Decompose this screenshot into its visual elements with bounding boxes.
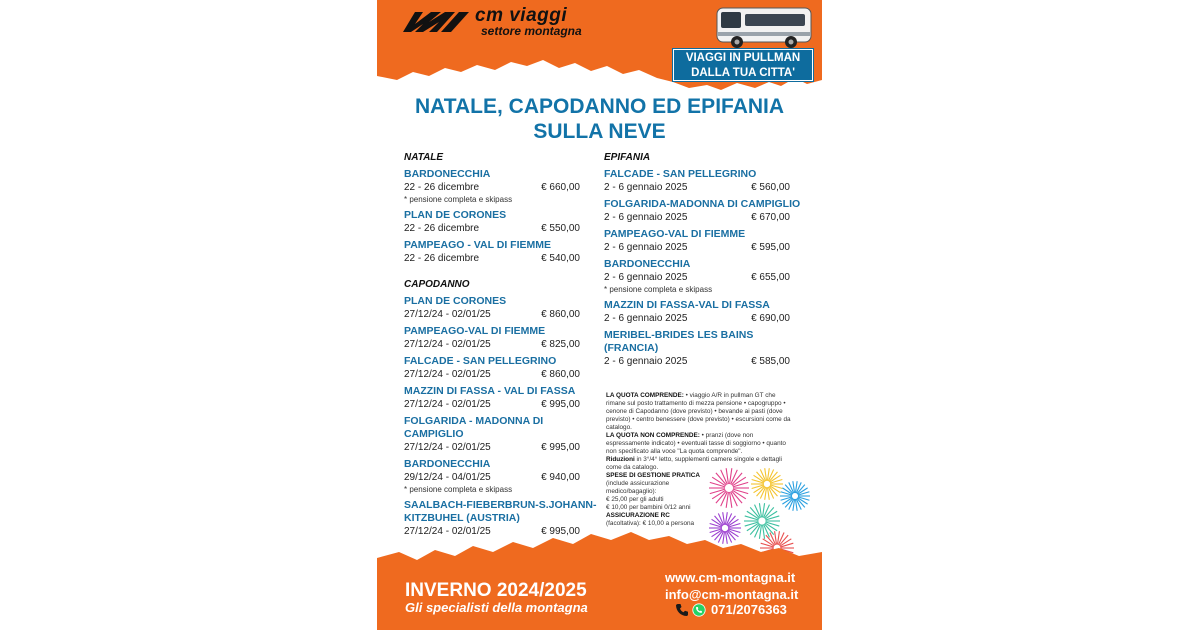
badge-line-1: VIAGGI IN PULLMAN [685, 52, 801, 64]
trip-dates: 29/12/24 - 04/01/25 [404, 472, 491, 483]
trip-price: € 585,00 [751, 356, 790, 367]
left-column [404, 152, 604, 538]
trip-dates: 2 - 6 gennaio 2025 [604, 212, 688, 223]
website-link[interactable]: www.cm-montagna.it [665, 570, 796, 585]
destination-name: PLAN DE CORONES [404, 209, 507, 221]
trip-price: € 995,00 [541, 442, 580, 453]
destination-name: BARDONECCHIA [404, 458, 491, 470]
email-link[interactable]: info@cm-montagna.it [665, 587, 799, 602]
trip-price: € 825,00 [541, 339, 580, 350]
trip-row [604, 355, 804, 368]
section-natale-title: NATALE [404, 152, 444, 163]
logo-mark-icon [401, 8, 471, 36]
trip-dates: 2 - 6 gennaio 2025 [604, 242, 688, 253]
section-epifania-title: EPIFANIA [604, 152, 651, 163]
spese-gestione: SPESE DI GESTIONE PRATICA (include assicurazione medico/bagaglio): € 25,00 per gli adulti € 10,00 per bambini 0/12 anni ASSICURAZIONE RC (facoltativa): € 10,00 a persona [606, 472, 700, 527]
season-title: INVERNO 2024/2025 [405, 580, 587, 601]
right-column [604, 152, 804, 368]
trip-price: € 550,00 [541, 223, 580, 234]
trip-row [404, 398, 604, 411]
trip-note: * pensione completa e skipass [604, 285, 713, 294]
brand-subtitle: settore montagna [481, 24, 582, 38]
brand-name: cm viaggi [475, 5, 568, 26]
destination-name: PAMPEAGO-VAL DI FIEMME [404, 325, 546, 337]
trip-dates: 2 - 6 gennaio 2025 [604, 313, 688, 324]
trip-dates: 27/12/24 - 02/01/25 [404, 339, 491, 350]
trip-row [404, 368, 604, 381]
travel-flyer [377, 0, 822, 630]
trip-row [604, 181, 804, 194]
trip-price: € 995,00 [541, 526, 580, 537]
trip-price: € 995,00 [541, 399, 580, 410]
page-title-line-2: SULLA NEVE [533, 120, 666, 143]
badge-line-2: DALLA TUA CITTA' [691, 67, 795, 79]
destination-name: BARDONECCHIA [604, 258, 691, 270]
trip-price: € 940,00 [541, 472, 580, 483]
destination-name: PAMPEAGO-VAL DI FIEMME [604, 228, 746, 240]
trip-price: € 540,00 [541, 253, 580, 264]
trip-dates: 22 - 26 dicembre [404, 182, 480, 193]
capodanno-list [404, 295, 604, 538]
trip-row [404, 338, 604, 351]
quota-non-comprende: LA QUOTA NON COMPRENDE: • pranzi (dove non espressamente indicato) • eventuali tasse di soggiorno • quanto non specificato alla voce "La quota comprende". [606, 432, 786, 455]
trip-price: € 655,00 [751, 272, 790, 283]
trip-price: € 860,00 [541, 369, 580, 380]
trip-dates: 27/12/24 - 02/01/25 [404, 399, 491, 410]
trip-dates: 22 - 26 dicembre [404, 253, 480, 264]
destination-name: FALCADE - SAN PELLEGRINO [404, 355, 557, 367]
trip-row [604, 271, 804, 284]
trip-price: € 560,00 [751, 182, 790, 193]
destination-name: MAZZIN DI FASSA - VAL DI FASSA [404, 385, 576, 397]
trip-price: € 690,00 [751, 313, 790, 324]
trip-row [604, 312, 804, 325]
trip-price: € 670,00 [751, 212, 790, 223]
trip-note: * pensione completa e skipass [404, 195, 513, 204]
trip-price: € 660,00 [541, 182, 580, 193]
trip-dates: 27/12/24 - 02/01/25 [404, 369, 491, 380]
trip-row [404, 471, 604, 484]
epifania-list [604, 168, 804, 368]
trip-price: € 860,00 [541, 309, 580, 320]
bus-image [715, 4, 813, 50]
trip-row [404, 222, 604, 235]
destination-name: FALCADE - SAN PELLEGRINO [604, 168, 757, 180]
destination-name: PAMPEAGO - VAL DI FIEMME [404, 239, 552, 251]
trip-dates: 22 - 26 dicembre [404, 223, 480, 234]
trip-dates: 2 - 6 gennaio 2025 [604, 356, 688, 367]
trip-row [604, 211, 804, 224]
phone-number[interactable]: 071/2076363 [711, 602, 787, 617]
page-title: NATALE, CAPODANNO ED EPIFANIA [414, 95, 785, 118]
destination-name: PLAN DE CORONES [404, 295, 507, 307]
trip-row [604, 241, 804, 254]
section-capodanno-title: CAPODANNO [404, 279, 470, 290]
destination-name: FOLGARIDA - MADONNA DI CAMPIGLIO [404, 415, 544, 440]
tagline: Gli specialisti della montagna [405, 600, 588, 615]
destination-name: BARDONECCHIA [404, 168, 491, 180]
quota-comprende: LA QUOTA COMPRENDE: • viaggio A/R in pullman GT che rimane sul posto trattamento di mezza pensione • capogruppo • cenone di Capodanno (dove previsto) • bevande ai pasti (dove previsto) • centro benessere (dove previsto) • escursioni come da catalogo. [606, 392, 791, 431]
trip-row [404, 252, 604, 265]
trip-dates: 2 - 6 gennaio 2025 [604, 272, 688, 283]
trip-dates: 27/12/24 - 02/01/25 [404, 309, 491, 320]
destination-name: MAZZIN DI FASSA-VAL DI FASSA [604, 299, 770, 311]
pullman-badge [673, 49, 813, 81]
destination-name: FOLGARIDA-MADONNA DI CAMPIGLIO [604, 198, 801, 210]
riduzioni: Riduzioni in 3°/4° letto, supplementi camere singole e dettagli come da catalogo. [606, 456, 782, 471]
trip-row [404, 308, 604, 321]
trip-note: * pensione completa e skipass [404, 485, 513, 494]
trip-dates: 27/12/24 - 02/01/25 [404, 442, 491, 453]
destination-name: SAALBACH-FIEBERBRUN-S.JOHANN-KITZBUHEL (AUSTRIA) [404, 499, 597, 524]
natale-list [404, 168, 604, 265]
trip-row [404, 181, 604, 194]
brand-logo [401, 6, 591, 40]
trip-price: € 595,00 [751, 242, 790, 253]
trip-dates: 27/12/24 - 02/01/25 [404, 526, 491, 537]
trip-dates: 2 - 6 gennaio 2025 [604, 182, 688, 193]
destination-name: MERIBEL-BRIDES LES BAINS (FRANCIA) [604, 329, 754, 354]
phone-icon [675, 603, 689, 617]
whatsapp-icon [692, 603, 706, 617]
trip-row [404, 441, 604, 454]
